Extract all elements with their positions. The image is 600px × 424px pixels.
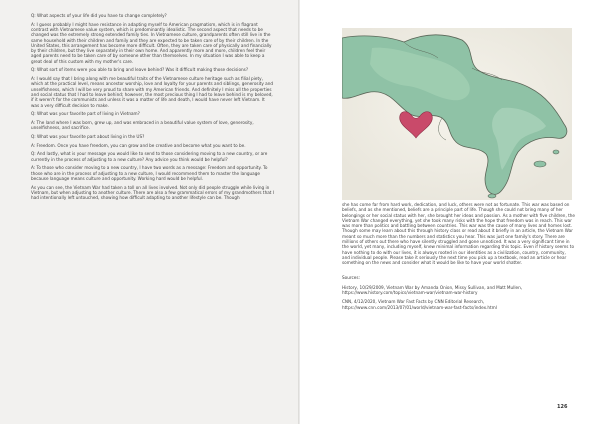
interview-text xyxy=(31,13,274,204)
question: Q: What aspects of your life did you have to change completely? xyxy=(31,13,167,18)
island xyxy=(534,161,546,167)
island xyxy=(553,150,559,154)
island xyxy=(488,194,496,198)
question: Q: What was your favorite part of living in Vietnam? xyxy=(31,111,140,117)
page-number: 126 xyxy=(557,404,568,410)
source-entry: CNN, 4/12/2020, Vietnam War Fast Facts by CNN Editorial Research, https://www.cnn.com/2013/07/01/world/vietnam-war-fast-facts/index.html xyxy=(342,299,497,310)
closing-paragraph: As you can see, the Vietnam War had taken a toll on all lives involved. Not only did people struggle while living in Vietnam, but when adjusting to another culture. There are also a few grammatical errors of my grandmothers that I had intentionally left untouched, showing how difficult adapting to another lifestyle can be. Though xyxy=(31,184,274,201)
question: Q: What sort of items were you able to bring and leave behind? Was it difficult making those decisions? xyxy=(31,67,249,73)
essay-text xyxy=(342,202,575,314)
answer: A: Freedom. Once you have freedom, you can grow and be creative and become what you want to be. xyxy=(31,142,246,148)
answer: A: I would say that I bring along with me beautiful traits of the Vietnamese culture heritage such as filial piety, which at the practical level, means ancestor worship, love and loyalty for your parents and siblings, generosity and unselfishness, which I will be very proud to share with my American friends. And definitely I miss all the properties and social status that I had to leave behind; however, the most precious thing I had to leave behind is my beloved, if it weren't for the communists and unless it was a matter of life and death, I would have never left Vietnam. It was a very difficult decision to make. xyxy=(31,76,274,108)
essay-paragraph: she has come far from hard work, dedication, and luck, others were not as fortunate. This war was based on beliefs, and as she mentioned, beliefs are a principle part of life. Though she could not bring many of her belongings or her social status with her, she brought her ideas and passion. As a mother with five children, the Vietnam War changed everything, yet she took many risks with the hope that freedom was in reach. This war was more than politics and battling between countries. This war was the cause of many lives and homes lost. Though some may learn about this through history class or read about it briefly in an article, the Vietnam War meant so much more than the numbers and statistics you hear. This was just one family's story. There are millions of others out there who have silently struggled and gone unnoticed. It was a very significant time in the world, yet many, including myself, knew minimal information regarding this topic. Even if history seems to have nothing to do with our lives, it is always rooted in our identities as a civilization, country, community, and individual people. Please take it seriously the next time you pick up a textbook, read an article or hear something on the news and consider what it would be like to have your world shatter. xyxy=(342,202,575,266)
map-svg xyxy=(342,28,572,200)
answer: A: To those who consider moving to a new country, I have two words as a message: Freedom and opportunity. To those who are in the process of adjusting to a new culture, I would recommend them to master the language because language means culture and opportunity. Working hard would be helpful. xyxy=(31,165,268,181)
question: Q: What was your favorite part about living in the US? xyxy=(31,133,145,139)
source-entry: History, 10/29/2009, Vietnam War by Amanda Onion, Missy Sullivan, and Matt Mullen, https://www.history.com/topics/vietnam-war/vietnam-war-history xyxy=(342,284,523,296)
answer: A: I guess probably I might have resistance in adapting myself to American pragmatism, which is in flagrant contrast with Vietnamese value system, which is predominantly idealistic. The second aspect that needs to be changed was the extremely strong extended family ties. In Vietnamese culture, grandparents often still live in the same household with their children and family and they are expected to be taken care of by their children. In the United States, this arrangement has become more difficult. Often, they are taken care of physically and financially by their children, but they live separately in their own home. And apparently more and more, children feel their aged parents need to be taken care of by someone other than themselves. In my situation I was able to keep a great deal of this custom with my mother's care. xyxy=(31,21,272,64)
sources-heading: Sources: xyxy=(342,274,360,280)
question: Q: And lastly, what is your message you would like to send to those considering moving to a new country, or are currently in the process of adjusting to a new culture? Any advice you think would be helpful? xyxy=(31,151,268,162)
vietnam-map-illustration xyxy=(342,28,572,200)
answer: A: The land where I was born, grew up, and was embraced in a beautiful value system of love, generosity, unselfishness, and sacrifice. xyxy=(31,120,254,131)
